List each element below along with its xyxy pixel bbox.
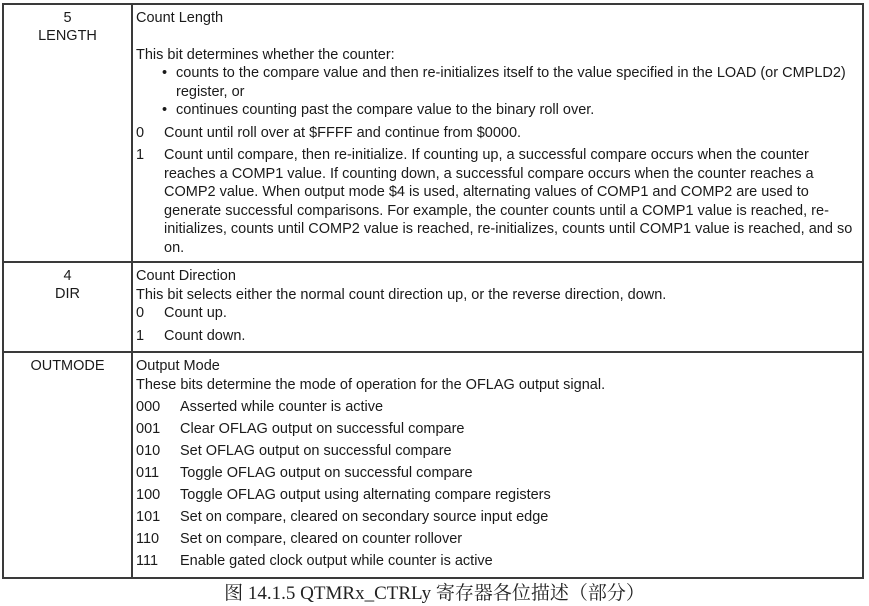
value-code: 011 — [136, 464, 160, 481]
value-code: 010 — [136, 442, 161, 459]
value-code: 001 — [136, 420, 161, 437]
field-cell-length — [3, 4, 132, 262]
value-text: Enable gated clock output while counter is active — [180, 553, 493, 570]
field-name: OUTMODE — [30, 358, 105, 374]
description-cell-dir — [132, 262, 863, 352]
field-intro: These bits determine the mode of operation for the OFLAG output signal. — [136, 376, 606, 393]
value-code: 000 — [136, 398, 161, 415]
description-cell-outmode — [132, 352, 863, 578]
bit-number: 4 — [63, 268, 72, 284]
value-text: Clear OFLAG output on successful compare — [180, 420, 465, 437]
value-text: Asserted while counter is active — [180, 398, 384, 415]
bullet-item: • counts to the compare value and then re-initializes itself to the value specified in the LOAD (or CMPLD2) register, or — [162, 64, 856, 101]
field-title: Count Length — [136, 10, 224, 26]
value-row — [136, 486, 856, 505]
value-text: Set on compare, cleared on counter rollover — [180, 531, 463, 548]
value-text: Count until roll over at $FFFF and continue from $0000. — [164, 124, 522, 141]
table-row-length — [3, 4, 863, 262]
value-row — [136, 398, 856, 417]
value-code: 101 — [136, 509, 161, 526]
value-row — [136, 146, 856, 257]
figure-caption: 图 14.1.5 QTMRx_CTRLy 寄存器各位描述（部分） — [224, 583, 645, 604]
value-row — [136, 508, 856, 527]
value-text: Count down. — [164, 327, 246, 344]
value-row — [136, 530, 856, 549]
value-code: 111 — [136, 553, 159, 570]
field-intro: This bit determines whether the counter: — [136, 46, 395, 63]
field-name: DIR — [55, 286, 80, 302]
value-code: 100 — [136, 486, 161, 503]
field-cell-outmode — [3, 352, 132, 578]
value-text: Set OFLAG output on successful compare — [180, 442, 452, 459]
bullet-list — [136, 64, 856, 120]
value-code: 1 — [136, 327, 145, 344]
value-code: 0 — [136, 305, 145, 321]
field-title: Count Direction — [136, 268, 236, 284]
value-row — [136, 124, 856, 143]
field-name: LENGTH — [38, 28, 97, 44]
bit-number: 5 — [63, 10, 72, 26]
table-row-dir — [3, 262, 863, 352]
register-bit-description-table — [2, 3, 864, 579]
value-row — [136, 304, 856, 323]
value-row — [136, 420, 856, 439]
value-text: Count until compare, then re-initialize. If counting up, a successful compare occurs when the counter reaches a COMP1 value. If counting down, a successful compare occurs when the counter reaches a COMP2 value. When output mode $4 is used, alternating values of COMP1 and COMP2 are used to generate successful comparisons. For example, the counter counts until a COMP1 value is reached, re-initializes, counts until COMP2 value is reached, re-initializes, counts until COMP1 value is reached, and so on. — [164, 147, 853, 256]
value-row — [136, 327, 856, 346]
field-cell-dir — [3, 262, 132, 352]
value-text: Toggle OFLAG output on successful compare — [180, 464, 473, 481]
field-intro: This bit selects either the normal count direction up, or the reverse direction, down. — [136, 286, 667, 303]
field-title: Output Mode — [136, 358, 220, 374]
bullet-item: • continues counting past the compare value to the binary roll over. — [162, 101, 856, 120]
value-code: 0 — [136, 124, 145, 141]
value-text: Toggle OFLAG output using alternating compare registers — [180, 486, 551, 503]
value-code: 1 — [136, 147, 145, 163]
value-row — [136, 464, 856, 483]
value-row — [136, 552, 856, 571]
value-text: Count up. — [164, 305, 227, 321]
value-code: 110 — [136, 531, 160, 548]
table-row-outmode — [3, 352, 863, 578]
value-row — [136, 442, 856, 461]
description-cell-length — [132, 4, 863, 262]
value-text: Set on compare, cleared on secondary source input edge — [180, 509, 549, 526]
